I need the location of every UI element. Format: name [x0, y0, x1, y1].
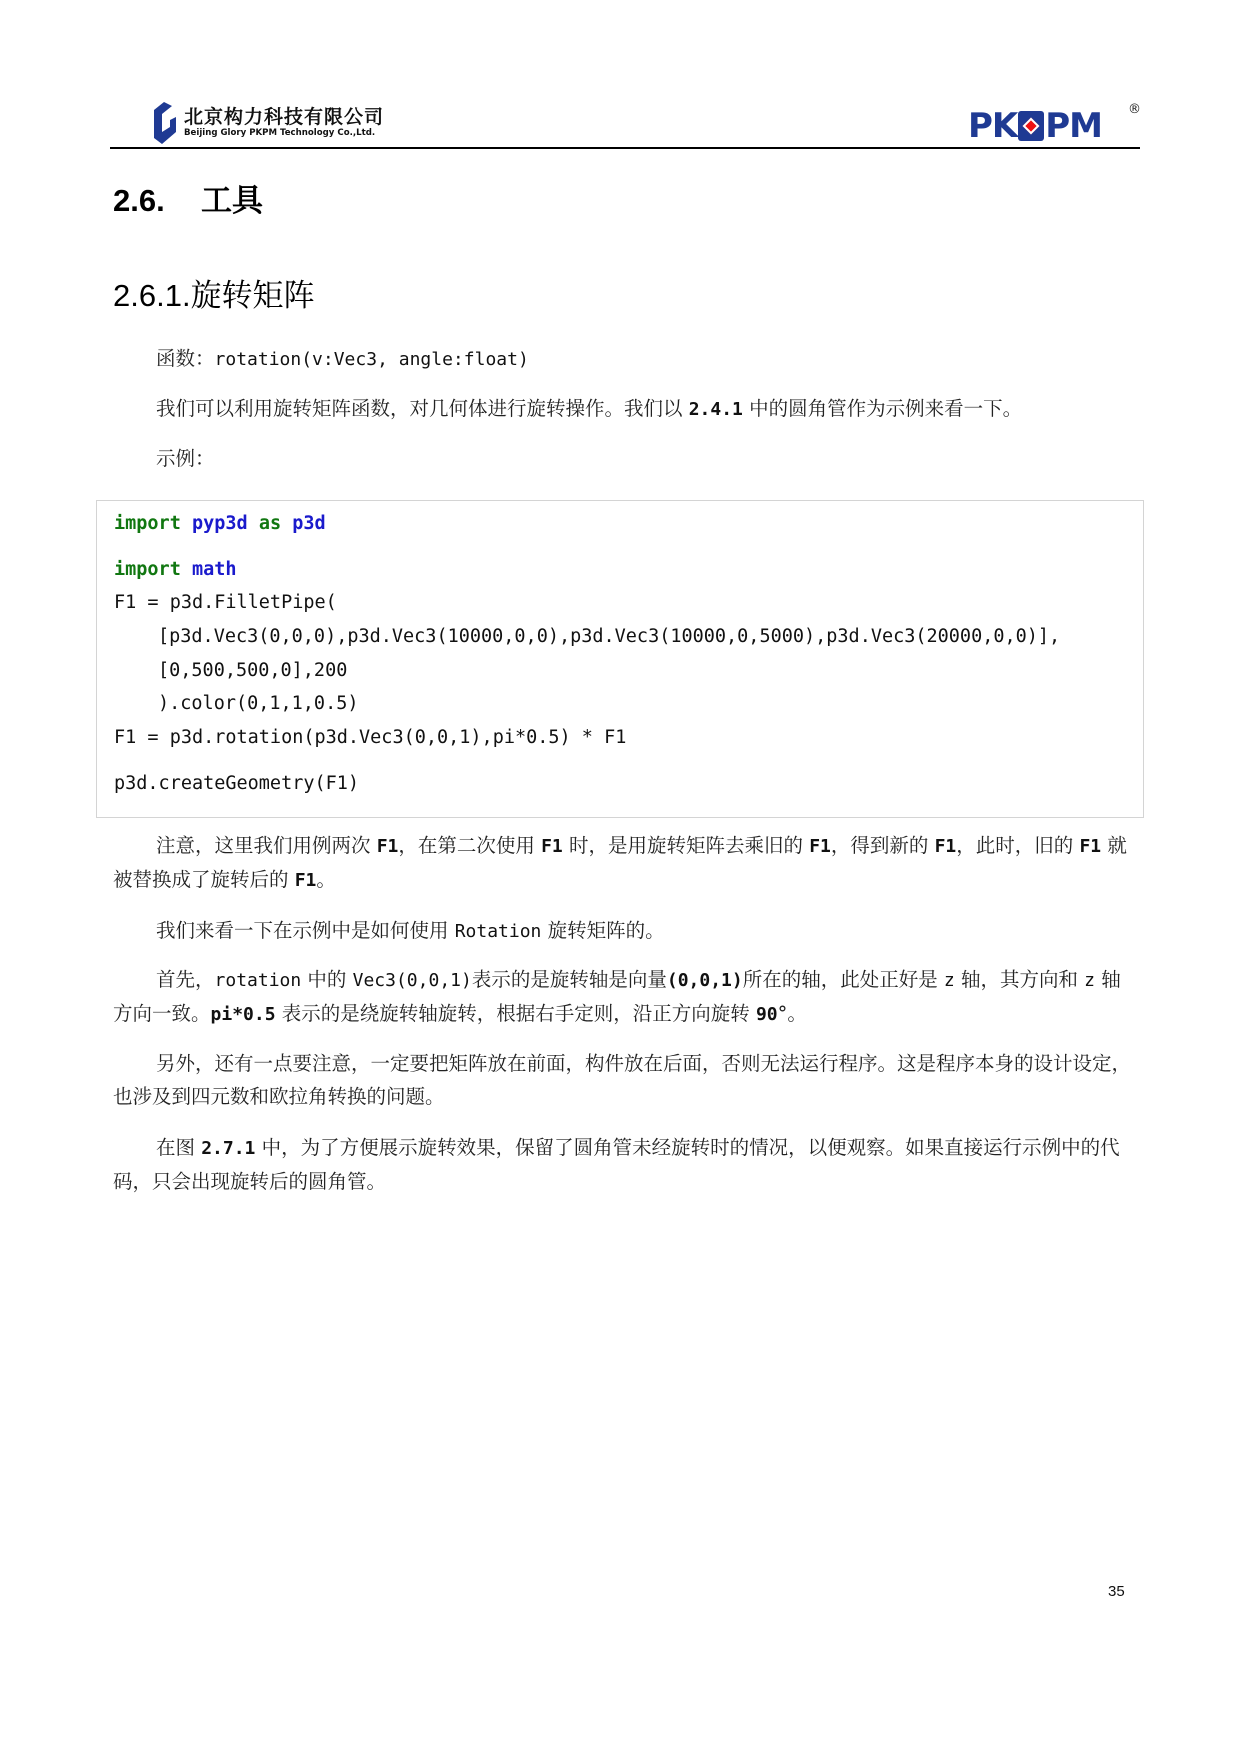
intro-text: 我们可以利用旋转矩阵函数，对几何体进行旋转操作。我们以 [156, 397, 689, 420]
pkpm-logo [968, 102, 1141, 146]
note-paragraph: 注意，这里我们用例两次 F1，在第二次使用 F1 时，是用旋转矩阵去乘旧的 F1，得到新的 F1，此时，旧的 F1 就被替换成了旋转后的 F1。 [113, 834, 1127, 891]
header-divider [110, 147, 1140, 149]
code-block [96, 500, 1144, 818]
section-ref: 2.4.1 [688, 399, 743, 420]
pkpm-logo-right: PM [1045, 106, 1103, 146]
code-module: p3d [292, 513, 326, 534]
code-module: pyp3d [191, 513, 248, 534]
code-line [114, 559, 237, 580]
intro-paragraph [113, 392, 1133, 426]
subsection-heading [113, 270, 315, 315]
code-line: F1 = p3d.FilletPipe( [114, 592, 337, 613]
explanation-paragraph: 首先，rotation 中的 Vec3(0,0,1)表示的是旋转轴是向量(0,0,1)所在的轴，此处正好是 z 轴，其方向和 z 轴方向一致。pi*0.5 表示的是绕旋转轴旋转，根据右手定则，沿正方向旋转 90°。 [113, 968, 1121, 1025]
pkpm-logo-left: PK [968, 106, 1018, 146]
code-keyword: import [114, 513, 181, 534]
company-name-cn: 北京构力科技有限公司 [184, 106, 385, 128]
section-title: 工具 [201, 183, 263, 218]
code-line: p3d.createGeometry(F1) [114, 773, 360, 794]
subsection-number: 2.6.1. [113, 278, 191, 313]
code-line: [p3d.Vec3(0,0,0),p3d.Vec3(10000,0,0),p3d.Vec3(10000,0,5000),p3d.Vec3(20000,0,0)], [158, 626, 1061, 647]
company-logo-icon [150, 102, 178, 144]
section-number: 2.6. [113, 183, 165, 218]
example-label: 示例： [156, 447, 215, 470]
diamond-icon [1018, 111, 1044, 141]
company-name-en: Beijing Glory PKPM Technology Co.,Ltd. [184, 128, 376, 138]
page-number: 35 [1108, 1583, 1125, 1600]
figure-note-paragraph: 在图 2.7.1 中，为了方便展示旋转效果，保留了圆角管未经旋转时的情况，以便观察。如果直接运行示例中的代码，只会出现旋转后的圆角管。 [113, 1136, 1120, 1193]
usage-paragraph: 我们来看一下在示例中是如何使用 Rotation 旋转矩阵的。 [156, 919, 665, 942]
code-line: [0,500,500,0],200 [158, 660, 348, 681]
code-keyword: import [114, 559, 181, 580]
function-code: rotation(v:Vec3, angle:float) [214, 349, 529, 370]
function-signature [113, 342, 1133, 376]
registered-mark: ® [1128, 102, 1141, 117]
intro-text: 中的圆角管作为示例来看一下。 [742, 397, 1023, 420]
code-line [114, 513, 326, 534]
code-line: F1 = p3d.rotation(p3d.Vec3(0,0,1),pi*0.5) * F1 [114, 727, 627, 748]
warning-paragraph: 另外，还有一点要注意，一定要把矩阵放在前面，构件放在后面，否则无法运行程序。这是程序本身的设计设定，也涉及到四元数和欧拉角转换的问题。 [113, 1052, 1132, 1108]
code-keyword: as [258, 513, 282, 534]
code-line: ).color(0,1,1,0.5) [158, 693, 359, 714]
page-header [110, 96, 1141, 148]
code-module: math [191, 559, 237, 580]
function-label: 函数： [156, 347, 215, 370]
subsection-title: 旋转矩阵 [190, 278, 315, 313]
section-heading [113, 175, 263, 220]
